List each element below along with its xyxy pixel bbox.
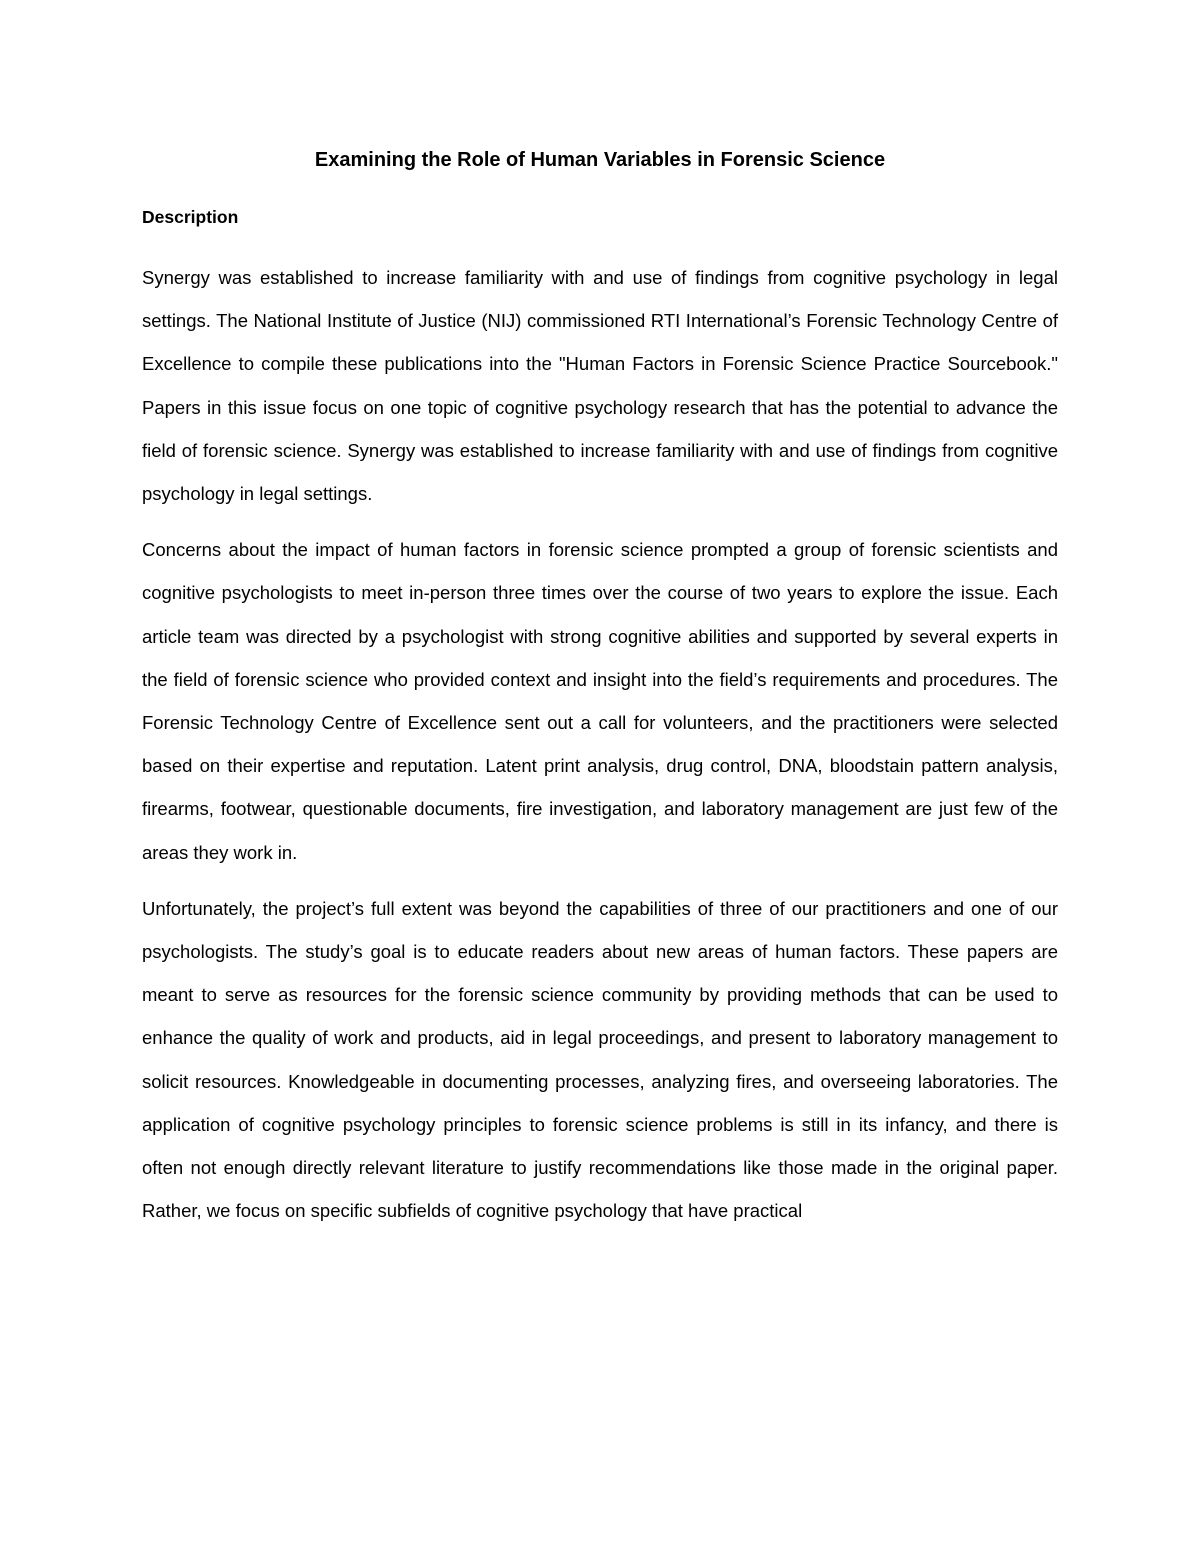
document-title: Examining the Role of Human Variables in Forensic Science	[314, 149, 886, 171]
section-heading-description: Description	[142, 207, 239, 227]
document-body	[142, 142, 1058, 1232]
paragraph-2: Concerns about the impact of human factors in forensic science prompted a group of forensic scientists and cognitive psychologists to meet in-person three times over the course of two years to explore the issue. Each article team was directed by a psychologist with strong cognitive abilities and supported by several experts in the field of forensic science who provided context and insight into the field’s requirements and procedures. The Forensic Technology Centre of Excellence sent out a call for volunteers, and the practitioners were selected based on their expertise and reputation. Latent print analysis, drug control, DNA, bloodstain pattern analysis, firearms, footwear, questionable documents, fire investigation, and laboratory management are just few of the areas they work in.	[142, 539, 1058, 863]
paragraph-3: Unfortunately, the project’s full extent was beyond the capabilities of three of our practitioners and one of our psychologists. The study’s goal is to educate readers about new areas of human factors. These papers are meant to serve as resources for the forensic science community by providing methods that can be used to enhance the quality of work and products, aid in legal proceedings, and present to laboratory management to solicit resources. Knowledgeable in documenting processes, analyzing fires, and overseeing laboratories. The application of cognitive psychology principles to forensic science problems is still in its infancy, and there is often not enough directly relevant literature to justify recommendations like those made in the original paper. Rather, we focus on specific subfields of cognitive psychology that have practical	[142, 897, 1058, 1222]
paragraph-1: Synergy was established to increase familiarity with and use of findings from cognitive psychology in legal settings. The National Institute of Justice (NIJ) commissioned RTI International’s Forensic Technology Centre of Excellence to compile these publications into the "Human Factors in Forensic Science Practice Sourcebook." Papers in this issue focus on one topic of cognitive psychology research that has the potential to advance the field of forensic science. Synergy was established to increase familiarity with and use of findings from cognitive psychology in legal settings.	[142, 267, 1058, 505]
